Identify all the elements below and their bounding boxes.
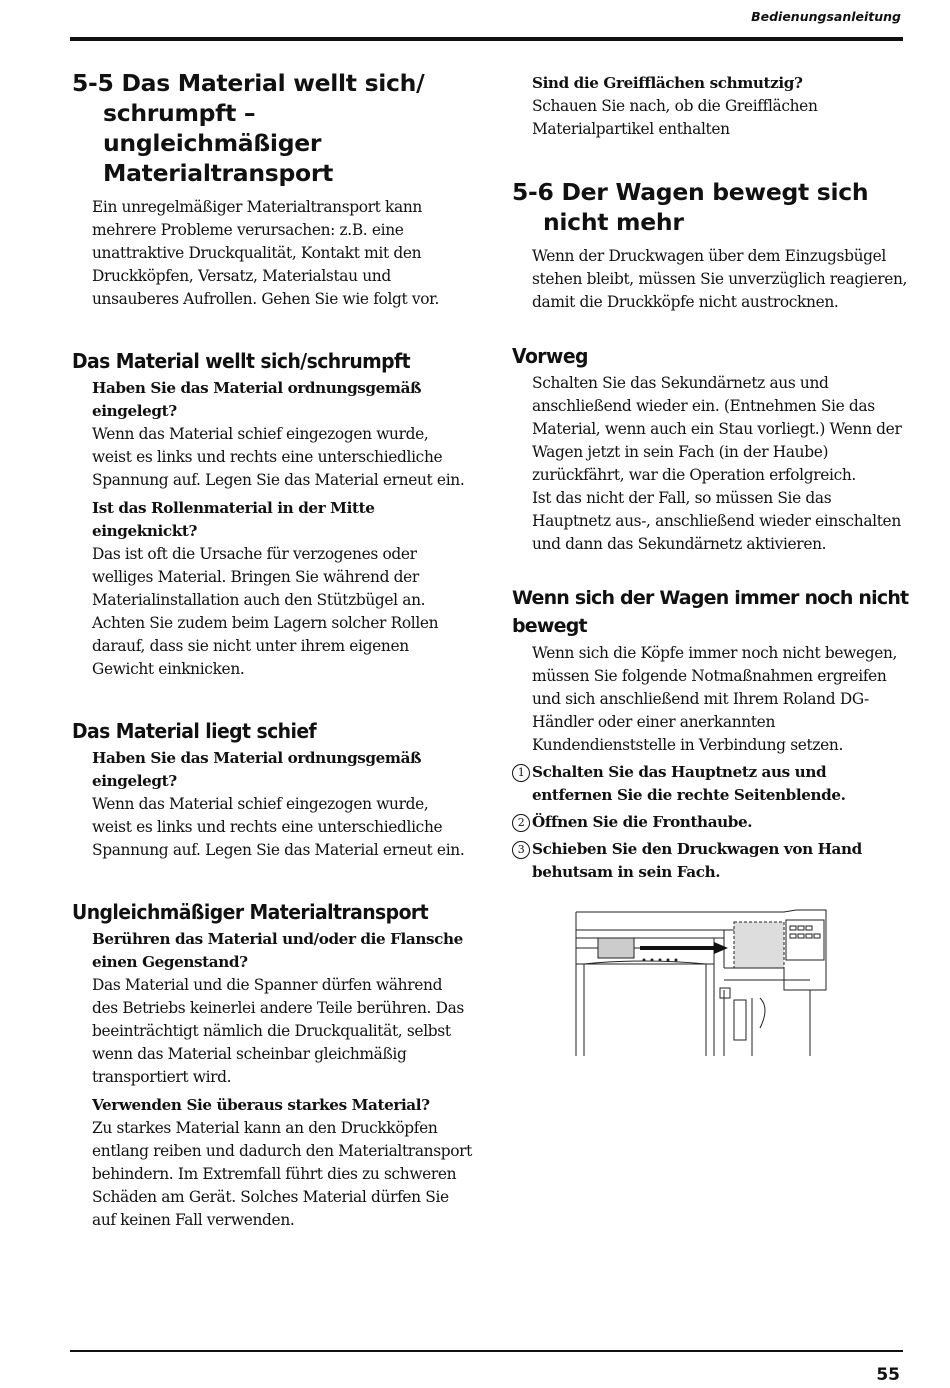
step-number: 1: [512, 764, 530, 782]
step-text: Öffnen Sie die Fronthaube.: [532, 813, 753, 831]
step-item: [512, 761, 910, 807]
paragraph: Wenn sich die Köpfe immer noch nicht bewegen, müssen Sie folgende Notmaßnahmen ergreifen und sich anschließend mit Ihrem Roland DG-Händler oder einer anerkannten Kundendienststelle in Verbindung setzen.: [532, 644, 898, 754]
subheading-wellt: Das Material wellt sich/schrumpft: [72, 349, 411, 373]
step-text: Schalten Sie das Hauptnetz aus und entfernen Sie die rechte Seitenblende.: [532, 763, 846, 804]
question: Verwenden Sie überaus starkes Material?: [92, 1096, 430, 1114]
question: Sind die Greifflächen schmutzig?: [532, 74, 803, 92]
printer-carriage-illustration: [574, 908, 828, 1056]
subheading-schief: Das Material liegt schief: [72, 719, 317, 743]
section-intro: Ein unregelmäßiger Materialtransport kann mehrere Probleme verursachen: z.B. eine unattraktive Druckqualität, Kontakt mit den Druckköpfen, Versatz, Materialstau und unsauberes Aufrollen. Gehen Sie wie folgt vor.: [92, 198, 440, 308]
page-number: 55: [876, 1365, 900, 1385]
footer-rule: [70, 1350, 903, 1352]
answer: Schauen Sie nach, ob die Greifflächen Materialpartikel enthalten: [532, 97, 818, 138]
question: Haben Sie das Material ordnungsgemäß eingelegt?: [92, 749, 422, 790]
answer: Zu starkes Material kann an den Druckköpfen entlang reiben und dadurch den Materialtransport behindern. Im Extremfall führt dies zu schweren Schäden am Gerät. Solches Material dürfen Sie auf keinen Fall verwenden.: [92, 1119, 473, 1229]
paragraph: Schalten Sie das Sekundärnetz aus und anschließend wieder ein. (Entnehmen Sie das Material, wenn auch ein Stau vorliegt.) Wenn der Wagen jetzt in sein Fach (in der Haube) zurückfährt, war die Operation erfolgreich.: [532, 374, 902, 484]
question: Haben Sie das Material ordnungsgemäß eingelegt?: [92, 379, 422, 420]
answer: Das ist oft die Ursache für verzogenes oder welliges Material. Bringen Sie während der Materialinstallation auch den Stützbügel an. Achten Sie zudem beim Lagern solcher Rollen darauf, dass sie nicht unter ihrem eigenen Gewicht einknicken.: [92, 545, 439, 678]
section-title-5-6: 5-6 Der Wagen bewegt sich nicht mehr: [512, 178, 869, 236]
step-number: 3: [512, 841, 530, 859]
answer: Das Material und die Spanner dürfen während des Betriebs keinerlei andere Teile berühren. Das beeinträchtigt nämlich die Druckqualität, selbst wenn das Material scheinbar gleichmäßig transportiert wird.: [92, 976, 464, 1086]
subheading-nicht-bewegt: Wenn sich der Wagen immer noch nicht bewegt: [512, 587, 909, 637]
section-intro: Wenn der Druckwagen über dem Einzugsbügel stehen bleibt, müssen Sie unverzüglich reagieren, damit die Druckköpfe nicht austrocknen.: [532, 247, 908, 311]
paragraph: Ist das nicht der Fall, so müssen Sie das Hauptnetz aus-, anschließend wieder einschalten und dann das Sekundärnetz aktivieren.: [532, 489, 901, 553]
subheading-vorweg: Vorweg: [512, 344, 588, 368]
left-column: [72, 68, 472, 1232]
answer: Wenn das Material schief eingezogen wurde, weist es links und rechts eine unterschiedliche Spannung auf. Legen Sie das Material erneut ein.: [92, 425, 465, 489]
step-item: [512, 811, 910, 834]
question: Ist das Rollenmaterial in der Mitte eingeknickt?: [92, 499, 375, 540]
question: Berühren das Material und/oder die Flansche einen Gegenstand?: [92, 930, 463, 971]
header-rule: [70, 37, 903, 41]
step-text: Schieben Sie den Druckwagen von Hand behutsam in sein Fach.: [532, 840, 862, 881]
right-column: [512, 72, 910, 888]
step-item: [512, 838, 910, 884]
step-number: 2: [512, 814, 530, 832]
running-header: Bedienungsanleitung: [751, 9, 901, 24]
subheading-transport: Ungleichmäßiger Materialtransport: [72, 900, 429, 924]
answer: Wenn das Material schief eingezogen wurde, weist es links und rechts eine unterschiedliche Spannung auf. Legen Sie das Material erneut ein.: [92, 795, 465, 859]
section-title-5-5: 5-5 Das Material wellt sich/ schrumpft – ungleichmäßiger Materialtransport: [72, 69, 425, 187]
